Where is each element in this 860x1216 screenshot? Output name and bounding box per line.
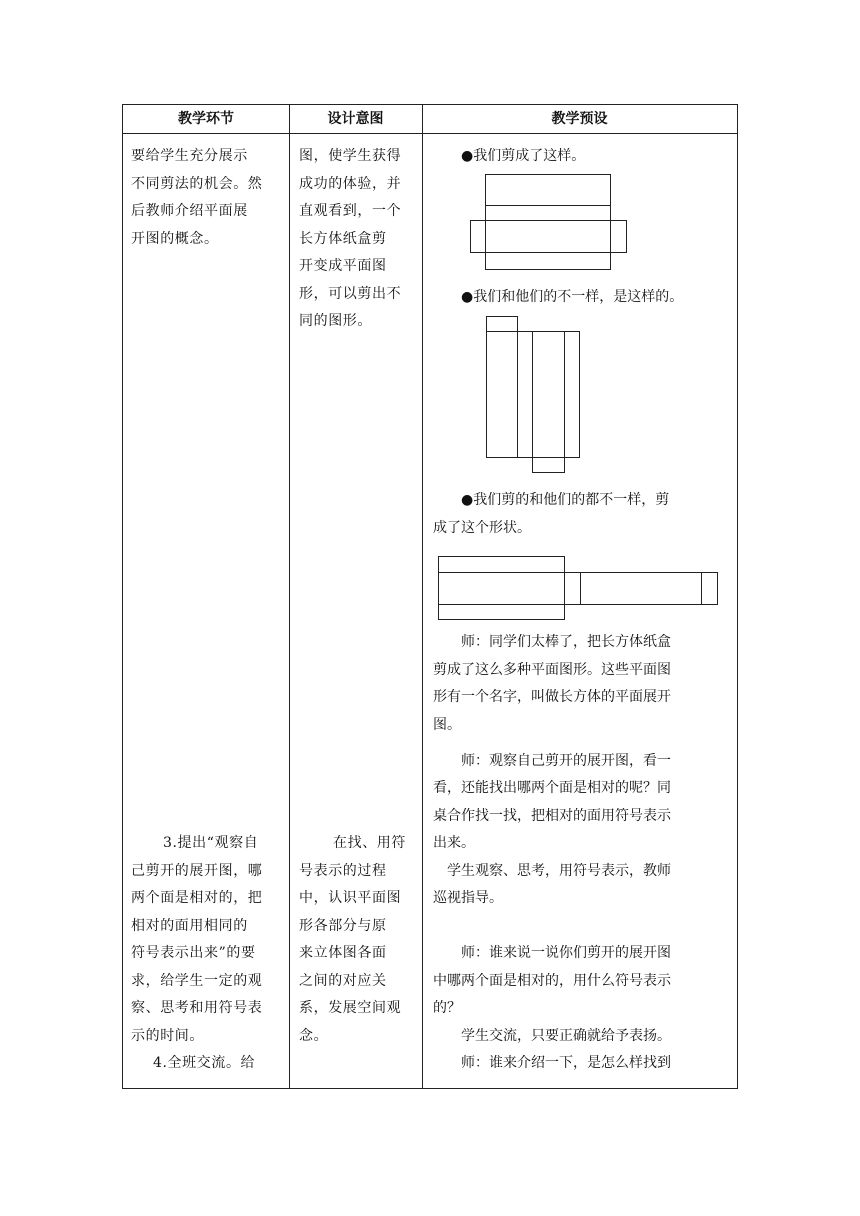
step-text-line: 不同剪法的机会。然: [131, 176, 263, 192]
unfolded-net-figure-1: [469, 173, 633, 273]
intent-text-line: 系，发展空间观: [299, 1000, 402, 1016]
net-face: [471, 221, 486, 253]
plan-text-line: 学生交流，只要正确就给予表扬。: [461, 1028, 671, 1044]
net-face: [439, 605, 565, 620]
plan-bullet-2: ●我们和他们的不一样，是这样的。: [461, 289, 684, 305]
plan-text-line: 的？: [433, 1000, 461, 1016]
plan-text-line: 师：谁来说一说你们剪开的展开图: [461, 945, 671, 961]
net-face: [518, 332, 533, 458]
intent-text-line: 之间的对应关: [299, 973, 387, 989]
header-divider: [123, 133, 737, 134]
net-face: [565, 332, 580, 458]
step-text-line: 己剪开的展开图，哪: [131, 863, 263, 879]
step-text-line: 察、思考和用符号表: [131, 1000, 263, 1016]
column-divider: [422, 105, 423, 1088]
net-face: [581, 573, 702, 605]
net-face: [486, 221, 611, 253]
intent-text-line: 同的图形。: [299, 313, 372, 329]
unfolded-net-figure-3: [437, 555, 727, 625]
plan-text-line: 看，还能找出哪两个面是相对的呢？同: [433, 780, 671, 796]
net-face: [487, 317, 518, 332]
net-face: [702, 573, 718, 605]
plan-text-line: 形有一个名字，叫做长方体的平面展开: [433, 689, 671, 705]
plan-bullet-3-line: 成了这个形状。: [433, 520, 531, 536]
net-face: [439, 573, 565, 605]
unfolded-net-figure-2: [485, 315, 585, 475]
intent-text-line: 在找、用符: [333, 835, 406, 851]
header-teaching-step: 教学环节: [178, 111, 234, 127]
intent-text-line: 形各部分与原: [299, 918, 387, 934]
intent-text-line: 图，使学生获得: [299, 148, 402, 164]
step-text-line: 4.全班交流。给: [153, 1055, 256, 1071]
intent-text-line: 念。: [299, 1028, 329, 1044]
net-face: [533, 458, 565, 473]
intent-text-line: 长方体纸盒剪: [299, 231, 387, 247]
plan-text-line: 图。: [433, 717, 461, 733]
step-text-line: 求，给学生一定的观: [131, 973, 263, 989]
header-design-intent: 设计意图: [327, 111, 384, 127]
net-face: [487, 332, 518, 458]
plan-text-line: 中哪两个面是相对的，用什么符号表示: [433, 973, 671, 989]
step-text-line: 3.提出“观察自: [163, 835, 259, 851]
plan-text-line: 桌合作找一找，把相对的面用符号表示: [433, 808, 671, 824]
step-text-line: 要给学生充分展示: [131, 148, 248, 164]
net-face: [439, 557, 565, 573]
net-face: [486, 253, 611, 270]
net-face: [611, 221, 627, 253]
intent-text-line: 中，认识平面图: [299, 890, 402, 906]
intent-text-line: 号表示的过程: [299, 863, 387, 879]
plan-bullet-3-line: ●我们剪的和他们的都不一样，剪: [461, 492, 670, 508]
net-face: [486, 206, 611, 221]
intent-text-line: 成功的体验，并: [299, 176, 402, 192]
plan-text-line: 师：谁来介绍一下，是怎么样找到: [461, 1055, 671, 1071]
plan-text-line: 巡视指导。: [433, 890, 503, 906]
step-text-line: 后教师介绍平面展: [131, 203, 248, 219]
net-face: [486, 175, 611, 206]
intent-text-line: 直观看到，一个: [299, 203, 402, 219]
plan-bullet-1: ●我们剪成了这样。: [461, 148, 586, 164]
intent-text-line: 开变成平面图: [299, 258, 387, 274]
plan-text-line: 出来。: [433, 835, 475, 851]
lesson-table: [122, 104, 738, 1089]
plan-text-line: 师：同学们太棒了，把长方体纸盒: [461, 634, 671, 650]
plan-text-line: 学生观察、思考，用符号表示，教师: [447, 863, 671, 879]
step-text-line: 符号表示出来”的要: [131, 945, 256, 961]
plan-text-line: 剪成了这么多种平面图形。这些平面图: [433, 662, 671, 678]
step-text-line: 两个面是相对的，把: [131, 890, 263, 906]
step-text-line: 示的时间。: [131, 1028, 204, 1044]
header-teaching-plan: 教学预设: [551, 111, 608, 127]
step-text-line: 相对的面用相同的: [131, 918, 248, 934]
net-face: [565, 573, 581, 605]
column-divider: [289, 105, 290, 1088]
net-face: [533, 332, 565, 458]
intent-text-line: 来立体图各面: [299, 945, 387, 961]
plan-text-line: 师：观察自己剪开的展开图，看一: [461, 753, 671, 769]
step-text-line: 开图的概念。: [131, 231, 219, 247]
intent-text-line: 形，可以剪出不: [299, 286, 402, 302]
